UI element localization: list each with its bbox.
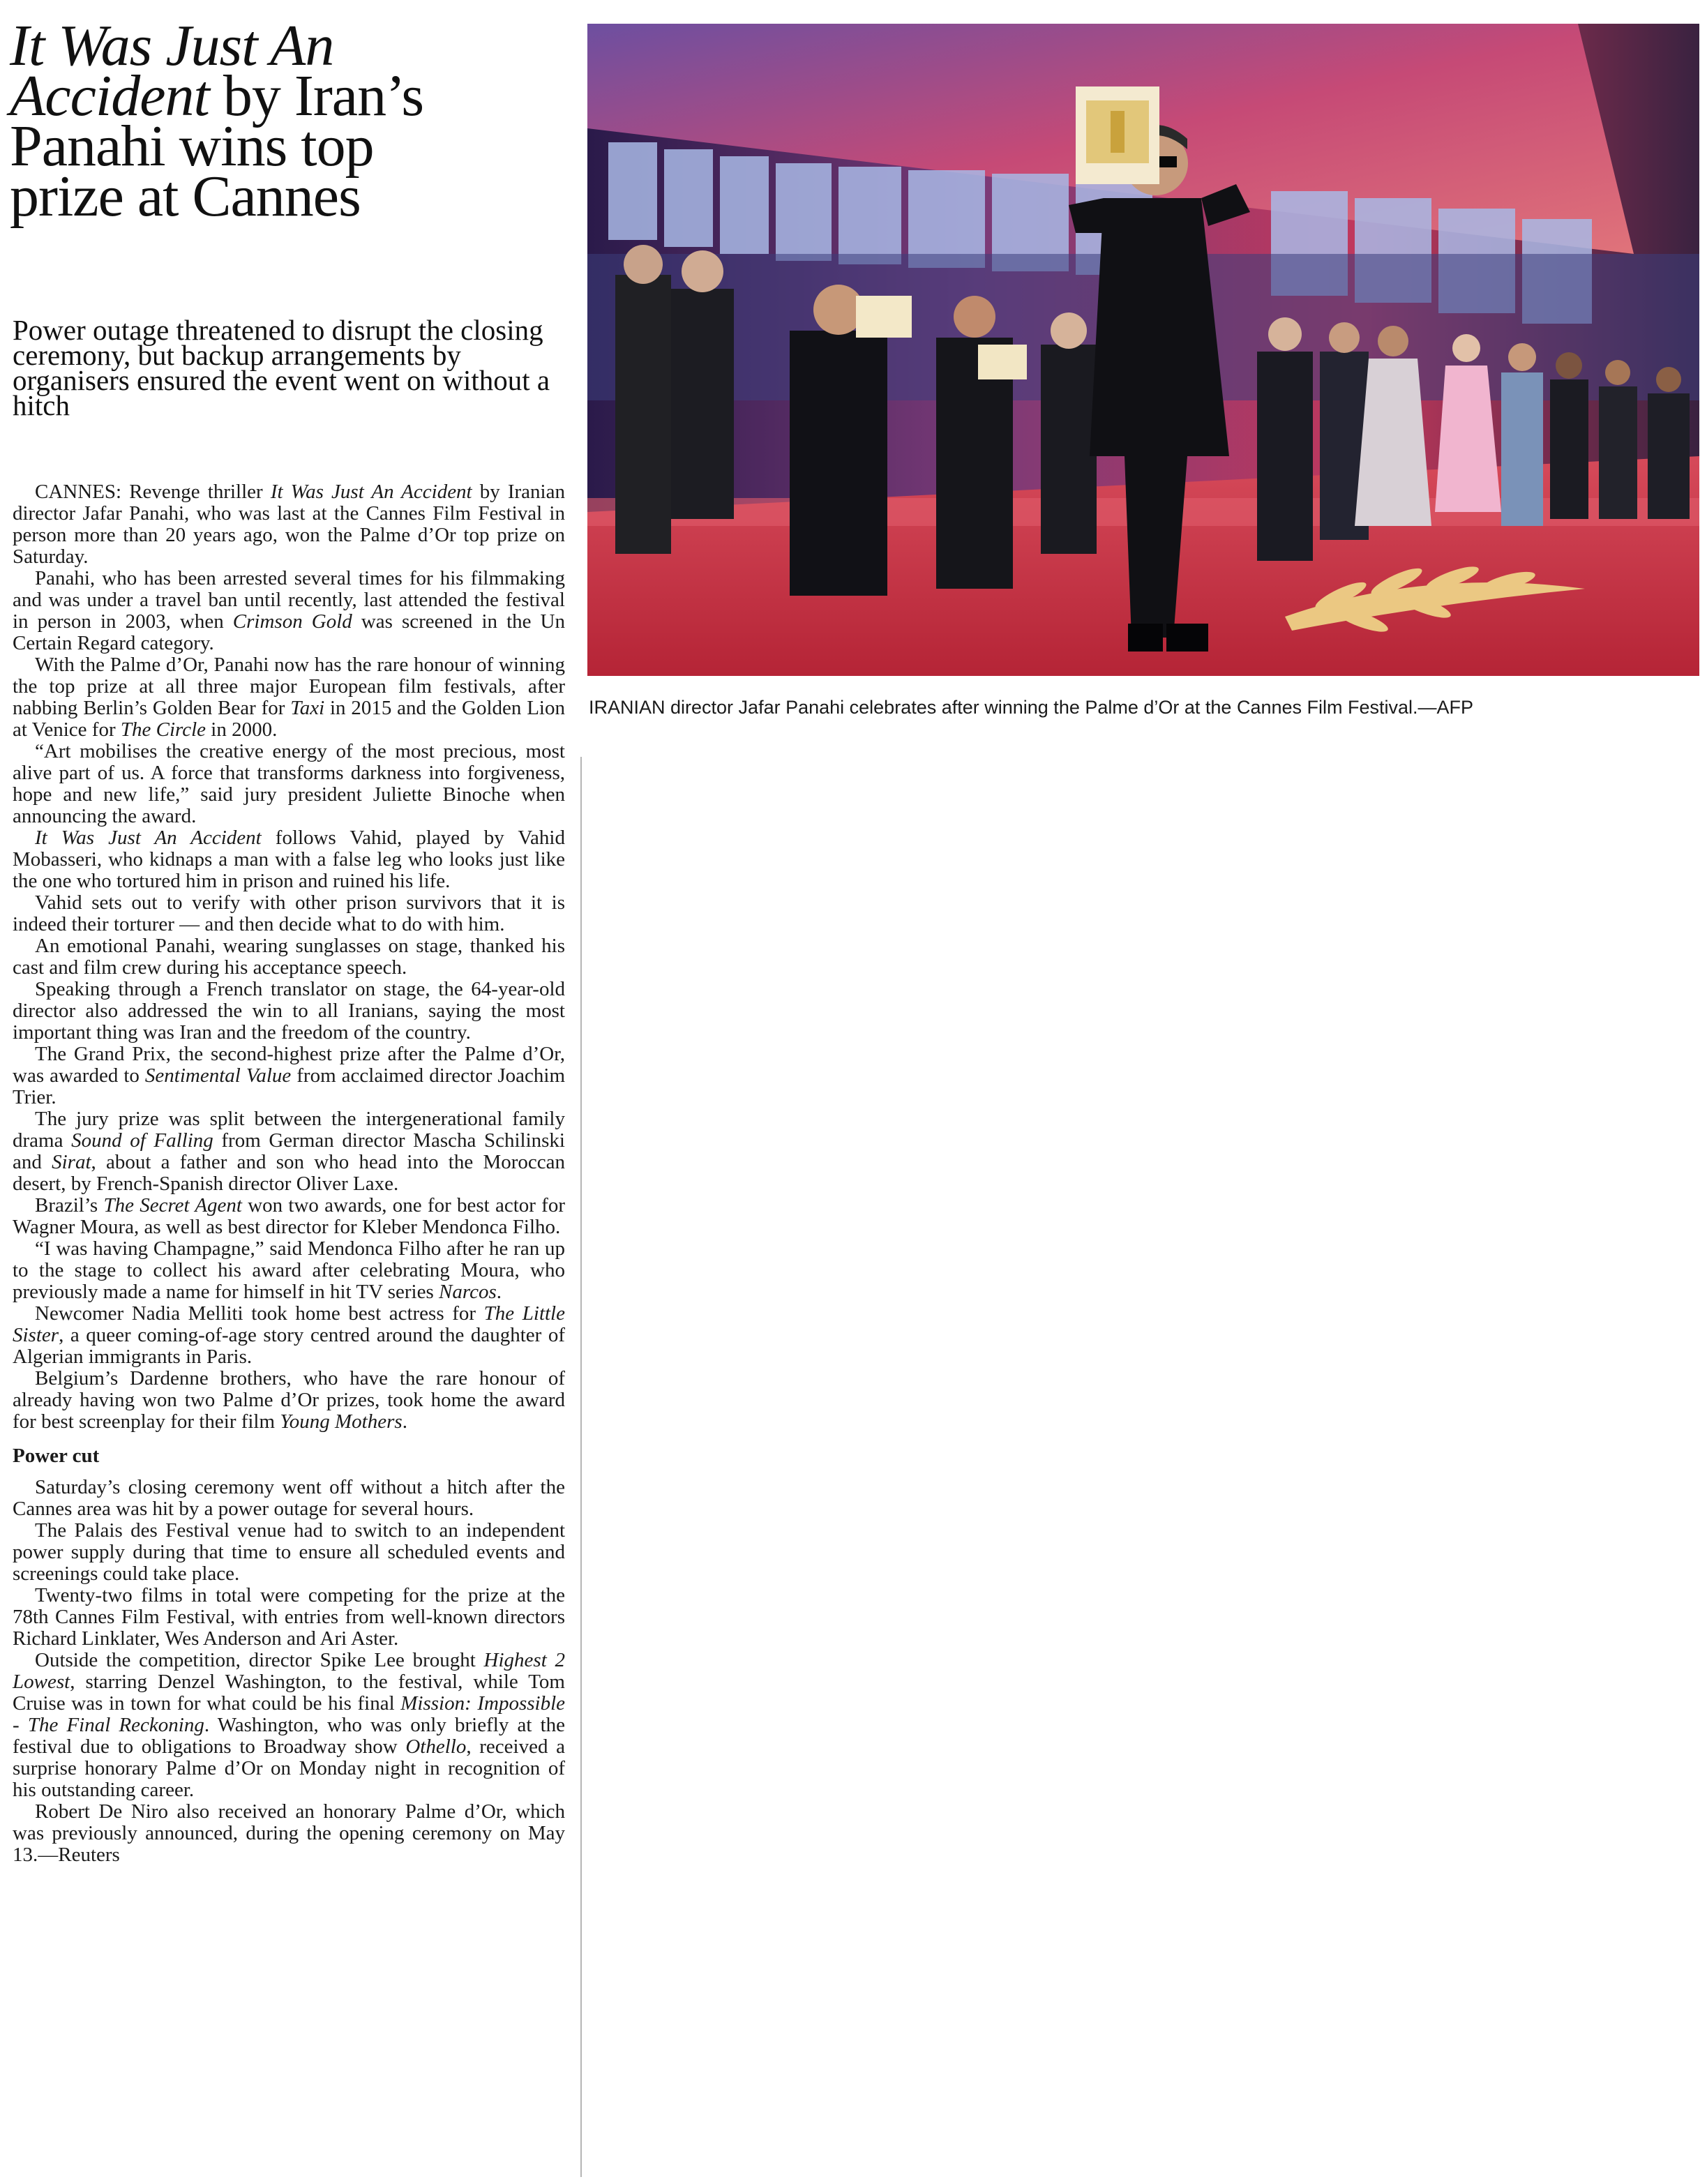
paragraph: Twenty-two films in total were competing for the prize at the 78th Cannes Film Festival, with entries from well-known directors Richard Linklater, Wes Anderson and Ari Aster. bbox=[13, 1584, 565, 1650]
headline-film-title-line2: Accident bbox=[10, 63, 209, 128]
headline-text-line3: Panahi wins top bbox=[10, 114, 374, 179]
paragraph: Vahid sets out to verify with other prison survivors that it is indeed their torturer — and then decide what to do with him. bbox=[13, 891, 565, 935]
cannes-ceremony-illustration bbox=[587, 24, 1699, 676]
article-deck: Power outage threatened to disrupt the closing ceremony, but backup arrangements by organisers ensured the event went on without a hitch bbox=[13, 314, 550, 421]
paragraph: Belgium’s Dardenne brothers, who have the rare honour of already having won two Palme d’Or prizes, took home the award for best screenplay for their film Young Mothers. bbox=[13, 1367, 565, 1433]
film-title: Highest 2 Lowest bbox=[13, 1649, 566, 1693]
paragraph: The jury prize was split between the intergenerational family drama Sound of Falling from German director Mascha Schilinski and Sirat, about a father and son who head into the Moroccan desert, by French-Spanish director Oliver Laxe. bbox=[13, 1108, 565, 1195]
paragraph: CANNES: Revenge thriller It Was Just An Accident by Iranian director Jafar Panahi, who was last at the Cannes Film Festival in person more than 20 years ago, won the Palme d’Or top prize on Saturday. bbox=[13, 481, 565, 568]
film-title: Young Mothers bbox=[280, 1410, 403, 1433]
article-headline bbox=[10, 13, 568, 229]
column-divider bbox=[580, 757, 582, 2177]
paragraph: Brazil’s The Secret Agent won two awards, one for best actor for Wagner Moura, as well as best director for Kleber Mendonca Filho. bbox=[13, 1194, 565, 1238]
paragraph: “Art mobilises the creative energy of the most precious, most alive part of us. A force that transforms darkness into forgiveness, hope and new life,” said jury president Juliette Binoche when announcing the award. bbox=[13, 740, 565, 827]
film-title: Sentimental Value bbox=[144, 1064, 292, 1087]
paragraph: It Was Just An Accident follows Vahid, played by Vahid Mobasseri, who kidnaps a man with a false leg who looks just like the one who tortured him in prison and ruined his life. bbox=[13, 827, 565, 892]
paragraph: Saturday’s closing ceremony went off without a hitch after the Cannes area was hit by a power outage for several hours. bbox=[13, 1476, 565, 1520]
film-title: Sirat bbox=[52, 1151, 91, 1173]
film-title: It Was Just An Accident bbox=[35, 827, 262, 849]
paragraph: With the Palme d’Or, Panahi now has the rare honour of winning the top prize at all three major European film festivals, after nabbing Berlin’s Golden Bear for Taxi in 2015 and the Golden Lion at Venice for The Circle in 2000. bbox=[13, 654, 565, 741]
paragraph: Outside the competition, director Spike Lee brought Highest 2 Lowest, starring Denzel Washington, to the festival, while Tom Cruise was in town for what could be his final Mission: Impossible - The Final Reckoning. Washington, who was only briefly at the festival due to obligations to Broadway show Othello, received a surprise honorary Palme d’Or on Monday night in recognition of his outstanding career. bbox=[13, 1649, 566, 1801]
show-title: Othello bbox=[405, 1735, 467, 1758]
film-title: It Was Just An Accident bbox=[270, 481, 472, 503]
paragraph: An emotional Panahi, wearing sunglasses on stage, thanked his cast and film crew during his acceptance speech. bbox=[13, 935, 565, 979]
film-title: The Little Sister bbox=[13, 1302, 565, 1346]
headline-text-line4: prize at Cannes bbox=[10, 164, 361, 229]
paragraph: The Palais des Festival venue had to switch to an independent power supply during that time to ensure all scheduled events and screenings could take place. bbox=[13, 1519, 565, 1585]
photo-caption: IRANIAN director Jafar Panahi celebrates after winning the Palme d’Or at the Cannes Film Festival.—AFP bbox=[589, 697, 1474, 718]
paragraph: Newcomer Nadia Melliti took home best actress for The Little Sister, a queer coming-of-age story centred around the daughter of Algerian immigrants in Paris. bbox=[13, 1302, 565, 1368]
film-title: Taxi bbox=[290, 697, 325, 719]
paragraph: The Grand Prix, the second-highest prize after the Palme d’Or, was awarded to Sentimental Value from acclaimed director Joachim Trier. bbox=[13, 1043, 566, 1108]
section-subhead: Power cut bbox=[13, 1445, 100, 1467]
headline-text-line2: by Iran’s bbox=[209, 63, 424, 128]
news-photo bbox=[587, 24, 1699, 676]
film-title: The Secret Agent bbox=[103, 1194, 242, 1217]
film-title: Mission: Impossible - The Final Reckoning bbox=[13, 1692, 565, 1736]
paragraph: Panahi, who has been arrested several times for his filmmaking and was under a travel ban until recently, last attended the festival in person in 2003, when Crimson Gold was screened in the Un Certain Regard category. bbox=[13, 567, 566, 654]
paragraph: Speaking through a French translator on stage, the 64-year-old director also addressed the win to all Iranians, saying the most important thing was Iran and the freedom of the country. bbox=[13, 978, 565, 1044]
paragraph: Robert De Niro also received an honorary Palme d’Or, which was previously announced, during the opening ceremony on May 13.—Reuters bbox=[13, 1800, 565, 1866]
series-title: Narcos bbox=[439, 1281, 497, 1303]
paragraph: “I was having Champagne,” said Mendonca Filho after he ran up to the stage to collect his award after celebrating Moura, who previously made a name for himself in hit TV series Narcos. bbox=[13, 1237, 565, 1303]
film-title: Sound of Falling bbox=[71, 1129, 213, 1152]
film-title: The Circle bbox=[120, 718, 206, 741]
article-body bbox=[13, 481, 565, 1866]
film-title: Crimson Gold bbox=[232, 610, 352, 633]
headline-film-title-line1: It Was Just An bbox=[10, 13, 334, 78]
